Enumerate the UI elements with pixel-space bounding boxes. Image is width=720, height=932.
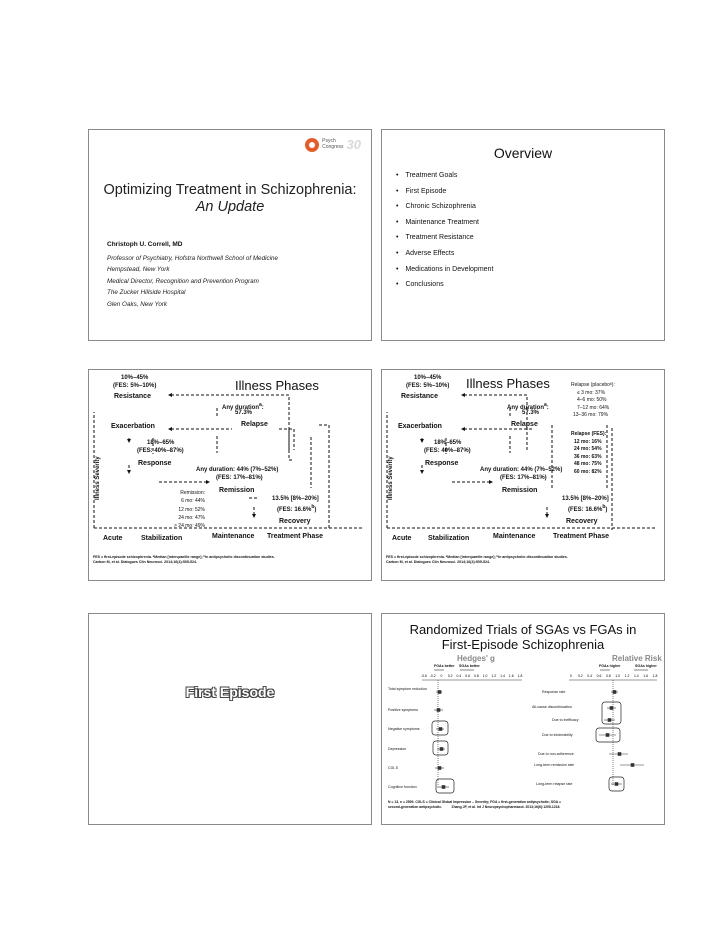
point-depression [440, 748, 443, 751]
point-relapse [615, 783, 618, 786]
relapse-placebo-list: Relapse (placeboᵇ): ≤ 3 mo: 37% 4–6 mo: 50% 7–12 mo: 64% 13–36 mo: 79% [571, 382, 615, 419]
title-slide [88, 129, 372, 341]
psych-congress-logo: Psych Congress 30 [305, 137, 361, 152]
rct-slide: Randomized Trials of SGAs vs FGAs in First-Episode Schizophrenia Hedges' g Relative Risk FGAs better SGAs better FGAs higher SGAs higher -0.6 -0.2 0 0.2 0.4 0.6 0.8 1.0 1.2 1.4 1.6 1.8 0 0.2 0.4 0.6 0.8 1.0 1.2 1.4 1.6 1.8 Total symptom reduction Positive symptoms Negative symptoms Depression CGI-S Cognitive function Response rate All-cause discontinuation Due to inefficacy Due to intolerability Due to non-adherence Long-term remission rate Long-term relapse rate N = 13, n = 2509. CGI-S = Clinical Global Impression – Severity; FGA = first-generation antipsychotic; SGA = second-generation antipsychotic. Zhang JP, et al. Int J Neuropsychopharmacol. 2013;16(6):1205-1218. [381, 613, 665, 825]
list-item: • Treatment Goals [396, 168, 493, 184]
phases-title: Illness Phases [235, 378, 319, 393]
list-item: • Chronic Schizophrenia [396, 199, 493, 215]
response-label: Response [138, 460, 172, 467]
any-duration-label: Any duration$^a$: [222, 402, 264, 411]
response-label: Response [425, 460, 459, 467]
list-item: • First Episode [396, 184, 493, 200]
resistance-label: Resistance [401, 393, 438, 400]
exacerbation-label: Exacerbation [111, 423, 155, 430]
overview-title: Overview [493, 145, 553, 161]
tick-label: 0.4 [456, 674, 462, 678]
point-remission [631, 764, 634, 767]
tick-label: 0.2 [577, 674, 583, 678]
tick-label: 1.4 [633, 674, 639, 678]
tick-label: 1.6 [643, 674, 649, 678]
right-ticks [570, 674, 657, 678]
tick-label: 1.8 [517, 674, 523, 678]
exacerbation-label: Exacerbation [398, 423, 442, 430]
tick-label: 0.6 [465, 674, 470, 678]
point-intolerability [606, 734, 609, 737]
logo-30-mark: 30 [346, 137, 361, 152]
illness-phases-slide: 10%–45% (FES: 5%–10%) Illness Phases Resistance Any duration$^a$: 57.3% Exacerbation Relapse 18%–65% (FES: 40%–87%) Response Any duration: 44% (7%–52%) (FES: 17%–81%) Remission Remission: 6 mo: 44% 12 mo: 52% 24 mo: 47% > 24 mo: 49% 13.5% [8%–20%] (FES: 16.6%$^b$) Recovery Illness Severity Acute Stabilization Maintenance Treatment Phase FES = first-episode schizophrenia. ᵃMedian [interquartile range]; ᵇIn antipsychotic discontinuation studies. Carbon M, et al. Dialogues Clin Neurosci. 2014;16(4):505-524. [88, 369, 372, 581]
point-negative [439, 728, 442, 731]
relapse-label: Relapse [511, 421, 538, 428]
overview-list [396, 168, 493, 293]
left-ticks [421, 674, 522, 678]
point-total [438, 691, 441, 694]
tick-label: 1.2 [624, 674, 630, 678]
list-item: • Treatment Resistance [396, 230, 493, 246]
resistance-label: Resistance [114, 393, 151, 400]
remission-label: Remission [502, 487, 538, 494]
list-item: • Maintenance Treatment [396, 215, 493, 231]
relapse-label: Relapse [241, 421, 268, 428]
tick-label: 0 [570, 674, 572, 678]
author-name: Christoph U. Correll, MD [107, 241, 183, 248]
point-allcause [610, 707, 613, 710]
point-response [613, 691, 616, 694]
tick-label: -0.2 [429, 674, 436, 678]
tick-label: 0.2 [447, 674, 453, 678]
tick-label: 0.4 [587, 674, 593, 678]
y-axis-label: Illness Severity [95, 456, 101, 500]
forest-plots [382, 614, 664, 824]
point-cgi [438, 767, 441, 770]
footnote: FES = first-episode schizophrenia. ᵃMedian [interquartile range]; ᵇIn antipsychotic discontinuation studies. Carbon M, et al. Dialogues Clin Neurosci. 2014;16(4):505-524. [386, 555, 568, 564]
tick-label: 1.2 [491, 674, 497, 678]
tick-label: 0.6 [596, 674, 602, 678]
tick-label: 1.0 [482, 674, 488, 678]
tick-label: -0.6 [421, 674, 427, 678]
tick-label: 1.8 [652, 674, 658, 678]
overview-slide [381, 129, 665, 341]
footnote: FES = first-episode schizophrenia. ᵃMedian [interquartile range]; ᵇIn antipsychotic discontinuation studies. Carbon M, et al. Dialogues Clin Neurosci. 2014;16(4):505-524. [93, 555, 275, 564]
relapse-fes-list: Relapse (FES): 12 mo: 16% 24 mo: 54% 36 mo: 63% 48 mo: 75% 60 mo: 82% [571, 431, 607, 475]
list-item: • Medications in Development [396, 262, 493, 278]
logo-icon [305, 138, 319, 152]
point-inefficacy [608, 719, 611, 722]
tick-label: 1.4 [500, 674, 505, 678]
point-positive [437, 709, 440, 712]
tick-label: 1.6 [508, 674, 514, 678]
y-axis-label: Illness Severity [388, 456, 394, 500]
remission-label: Remission [219, 487, 255, 494]
remission-durations: Remission: 6 mo: 44% 12 mo: 52% 24 mo: 47% > 24 mo: 49% [174, 490, 205, 530]
first-episode-slide [88, 613, 372, 825]
list-item: • Adverse Effects [396, 246, 493, 262]
point-nonadherence [618, 753, 621, 756]
illness-phases-detail-slide: 10%–45% (FES: 5%–10%) Illness Phases Relapse (placeboᵇ): ≤ 3 mo: 37% 4–6 mo: 50% 7–12 mo: 64% 13–36 mo: 79% Resistance Any duration$^a$: 57.3% Exacerbation Relapse Relapse (FES): 12 mo: 16% 24 mo: 54% 36 mo: 63% 48 mo: 75% 60 mo: 82% 18%–65% (FES: 40%–87%) Response Any duration: 44% (7%–52%) (FES: 17%–81%) Remission 13.5% [8%–20%] (FES: 16.6%$^b$) Recovery Illness Severity Acute Stabilization Maintenance Treatment Phase FES = first-episode schizophrenia. ᵃMedian [interquartile range]; ᵇIn antipsychotic discontinuation studies. Carbon M, et al. Dialogues Clin Neurosci. 2014;16(4):505-524. [381, 369, 665, 581]
section-title: First Episode [185, 684, 275, 700]
tick-label: 0 [440, 674, 443, 678]
phases-title: Illness Phases [466, 376, 550, 391]
tick-label: 0.8 [474, 674, 479, 678]
tick-label: 0.8 [605, 674, 611, 678]
recovery-label: Recovery [566, 518, 598, 525]
tick-label: 1.0 [615, 674, 621, 678]
rct-title: Randomized Trials of SGAs vs FGAs in First-Episode Schizophrenia [409, 622, 637, 652]
recovery-label: Recovery [279, 518, 311, 525]
list-item: • Conclusions [396, 277, 493, 293]
slide-title: Optimizing Treatment in Schizophrenia: An Update [103, 182, 357, 215]
author-affiliations: Professor of Psychiatry, Hofstra Northwell School of Medicine Hempstead, New York Medical Director, Recognition and Prevention Program The Zucker Hillside Hospital Glen Oaks, New York [107, 255, 279, 308]
point-cognitive [442, 786, 445, 789]
footnote: N = 13, n = 2509. CGI-S = Clinical Global Impression – Severity; FGA = first-generation antipsychotic; SGA = second-generation antipsychotic. Zhang JP, et al. Int J Neuropsychopharmacol. 2013;16(6):1205-1218. [388, 800, 562, 809]
